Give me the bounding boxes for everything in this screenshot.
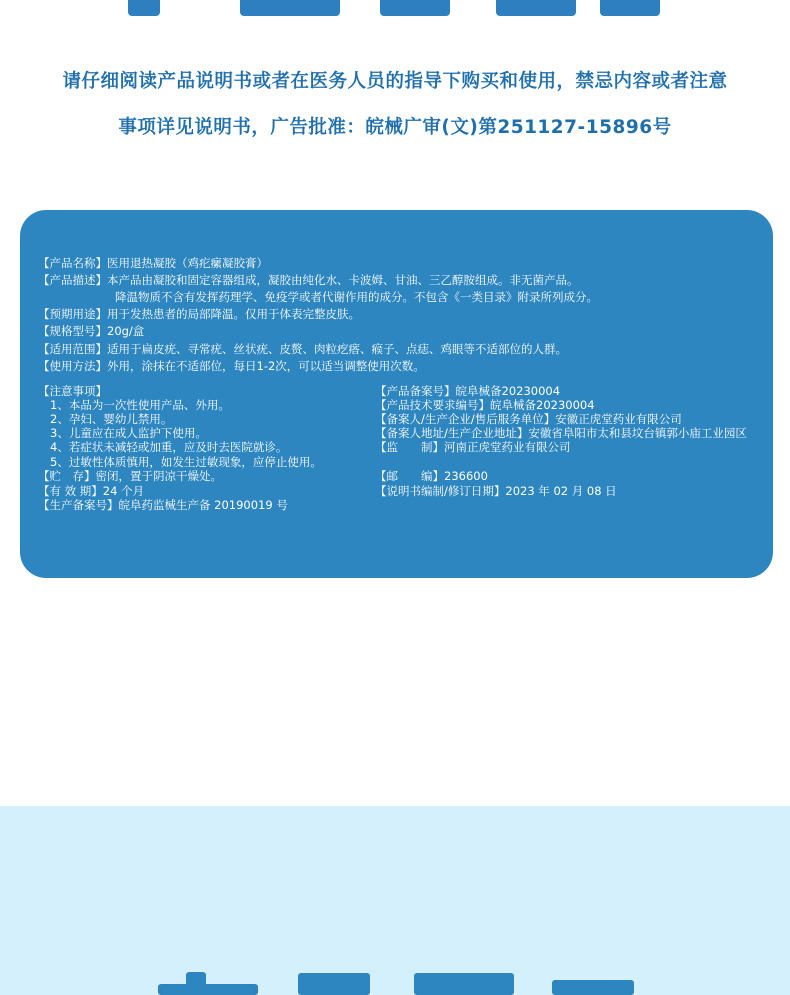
- bottom-section-band: [0, 806, 790, 995]
- note-item: 2、孕妇、婴幼儿禁用。: [50, 412, 173, 426]
- notes-title: 【注意事项】: [38, 384, 107, 398]
- top-title-fragment: [0, 0, 790, 18]
- ad-notice-line-1: 请仔细阅读产品说明书或者在医务人员的指导下购买和使用，禁忌内容或者注意: [62, 71, 728, 92]
- title-glyph: [414, 973, 514, 995]
- supervisor: 【监 制】河南正虎堂药业有限公司: [375, 440, 571, 454]
- note-item: 1、本品为一次性使用产品、外用。: [50, 398, 230, 412]
- intended-use: 【预期用途】用于发热患者的局部降温。仅用于体表完整皮肤。: [38, 307, 360, 321]
- title-glyph: [298, 973, 370, 995]
- product-record-no: 【产品备案号】皖阜械备20230004: [375, 384, 561, 398]
- company-address: 【备案人地址/生产企业地址】安徽省阜阳市太和县坟台镇郭小庙工业园区: [375, 426, 747, 440]
- product-spec-card: [20, 210, 773, 578]
- postcode: 【邮 编】236600: [375, 469, 488, 483]
- title-glyph: [240, 0, 340, 16]
- note-item: 4、若症状未减轻或加重，应及时去医院就诊。: [50, 440, 288, 454]
- product-name: 【产品名称】医用退热凝胶（鸡疕瘰凝胶膏）: [38, 256, 268, 270]
- validity: 【有 效 期】24 个月: [38, 484, 145, 498]
- usage-method: 【使用方法】外用，涂抹在不适部位，每日1-2次，可以适当调整使用次数。: [38, 359, 425, 373]
- product-description-cont: 降温物质不含有发挥药理学、免疫学或者代谢作用的成分。不包含《一类目录》附录所列成分。: [115, 290, 598, 304]
- title-glyph: [128, 0, 160, 16]
- title-glyph: [600, 0, 660, 16]
- storage: 【贮 存】密闭，置于阴凉干燥处。: [38, 469, 222, 483]
- revision-date: 【说明书编制/修订日期】2023 年 02 月 08 日: [375, 484, 617, 498]
- title-glyph: [552, 980, 634, 995]
- title-glyph: [380, 0, 450, 16]
- title-glyph: [158, 984, 258, 995]
- applicable-scope: 【适用范围】适用于扁皮疣、寻常疣、丝状疣、皮赘、肉粒疙瘩、瘊子、点痣、鸡眼等不适部位的人群。: [38, 342, 567, 356]
- product-description: 【产品描述】本产品由凝胶和固定容器组成，凝胶由纯化水、卡波姆、甘油、三乙醇胺组成。非无菌产品。: [38, 273, 579, 287]
- filer-company: 【备案人/生产企业/售后服务单位】安徽正虎堂药业有限公司: [375, 412, 682, 426]
- production-record-no: 【生产备案号】皖阜药监械生产备 20190019 号: [38, 498, 288, 512]
- note-item: 3、儿童应在成人监护下使用。: [50, 426, 207, 440]
- specification: 【规格型号】20g/盒: [38, 324, 145, 338]
- ad-notice-line-2: 事项详见说明书，广告批准：皖械广审(文)第251127-15896号: [118, 117, 672, 138]
- note-item: 5、过敏性体质慎用，如发生过敏现象，应停止使用。: [50, 455, 322, 469]
- tech-requirement-no: 【产品技术要求编号】皖阜械备20230004: [375, 398, 595, 412]
- title-glyph: [496, 0, 576, 16]
